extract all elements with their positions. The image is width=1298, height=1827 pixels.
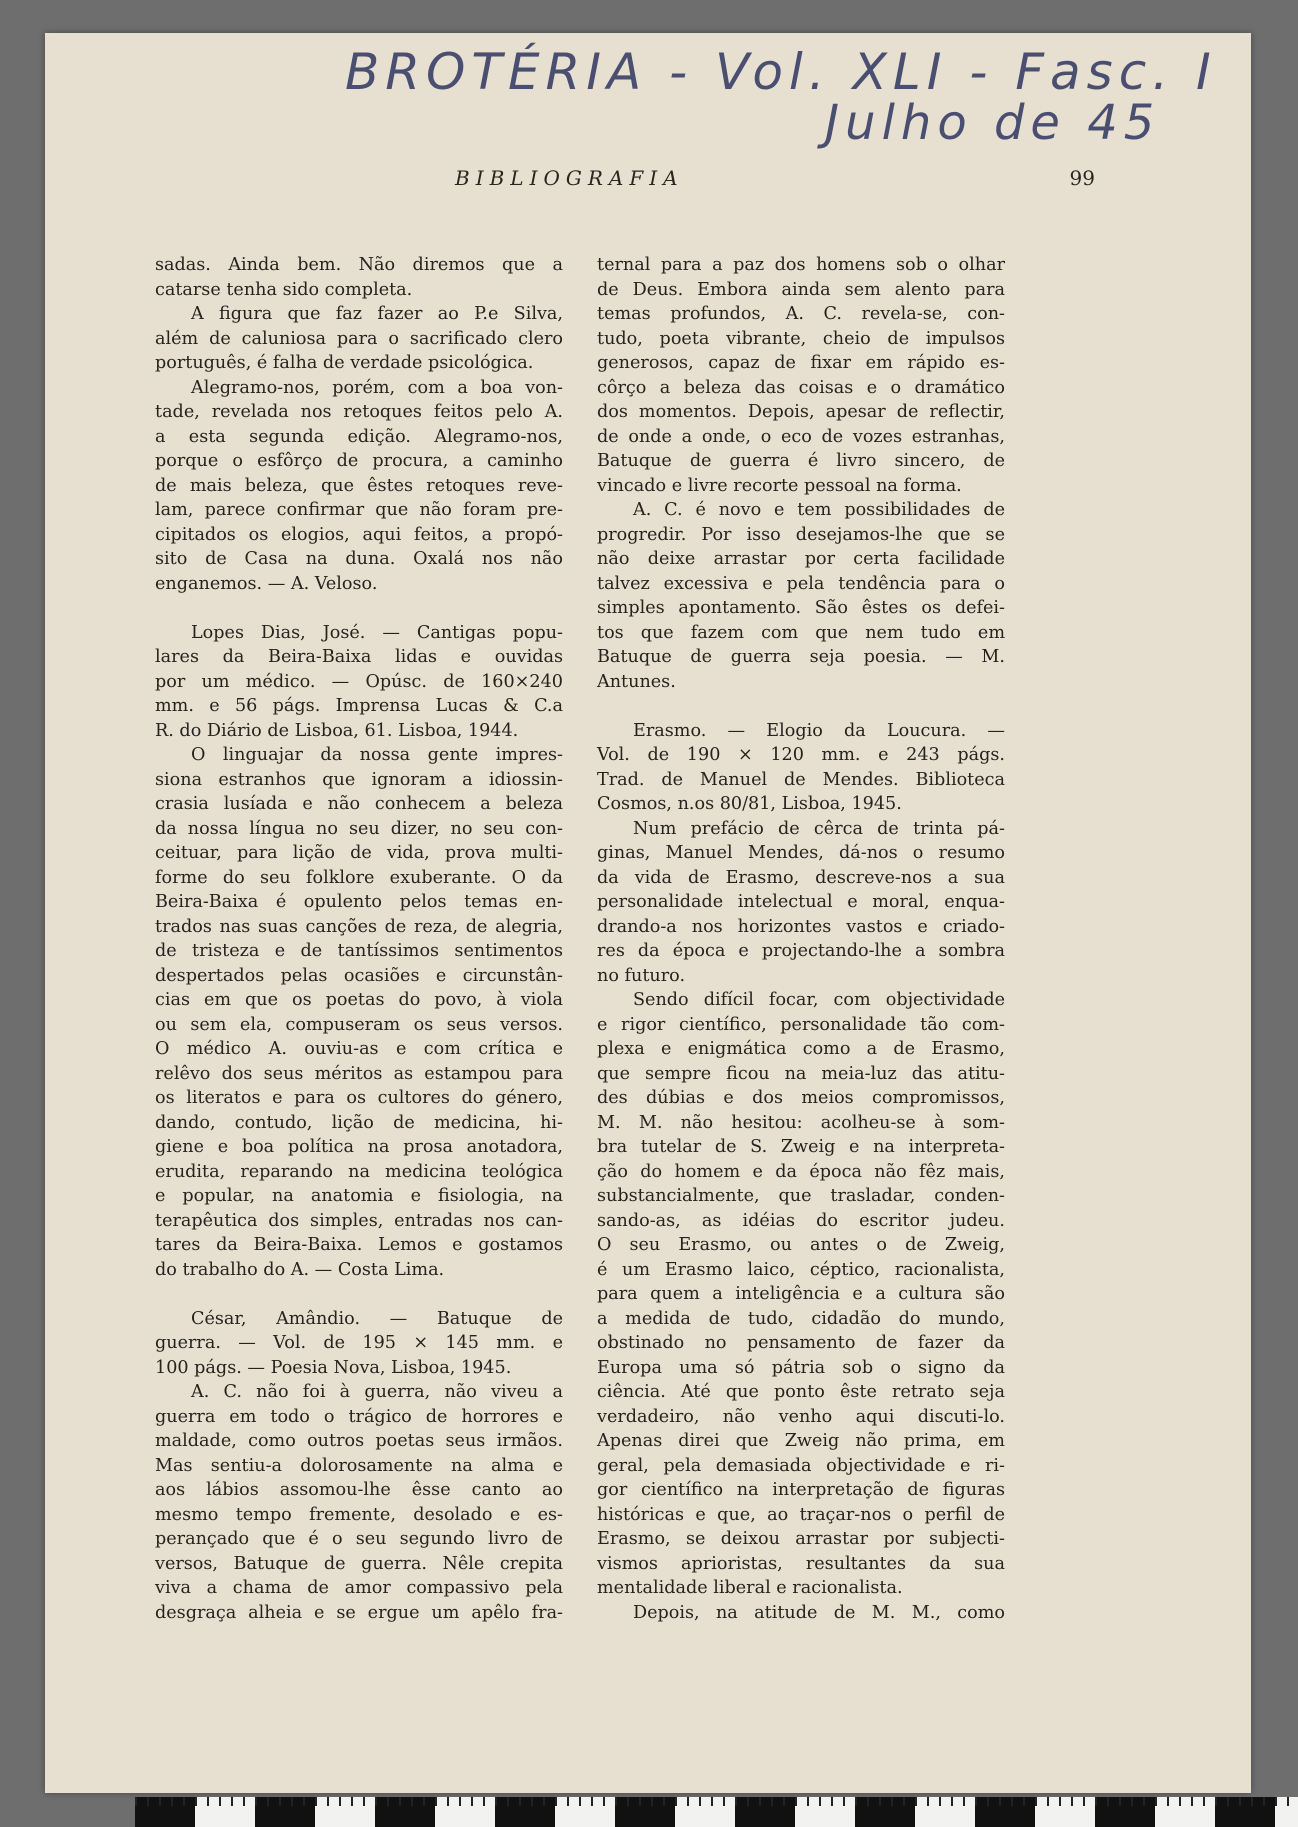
text-line: tares da Beira-Baixa. Lemos e gostamos xyxy=(155,1235,563,1255)
text-line: A figura que faz fazer ao P.e Silva, xyxy=(191,304,563,324)
text-line: catarse tenha sido completa. xyxy=(155,279,413,300)
text-line: geral, pela demasiada objectividade e ri- xyxy=(597,1455,1005,1476)
text-line: verdadeiro, não venho aqui discuti-lo. xyxy=(597,1406,1005,1427)
text-line: Depois, na atitude de M. M., como xyxy=(633,1602,1005,1623)
handwritten-annotation-title: BROTÉRIA - Vol. XLI - Fasc. I xyxy=(345,43,1217,101)
text-line: enganemos. — A. Veloso. xyxy=(155,573,378,594)
text-line: que sempre ficou na meia-luz das atitu- xyxy=(597,1063,1005,1084)
text-line: generosos, capaz de fixar em rápido es- xyxy=(597,353,1005,373)
text-line: talvez excessiva e pela tendência para o xyxy=(597,573,1005,594)
text-line: de Deus. Embora ainda sem alento para xyxy=(597,279,1005,300)
text-line: sito de Casa na duna. Oxalá nos não xyxy=(155,549,563,569)
text-line: Vol. de 190 × 120 mm. e 243 págs. xyxy=(597,745,1005,765)
text-line: Erasmo. — Elogio da Loucura. — xyxy=(633,720,1005,741)
text-line: viva a chama de amor compassivo pela xyxy=(155,1578,563,1598)
text-line: de onde a onde, o eco de vozes estranhas, xyxy=(597,426,1005,447)
text-line: temas profundos, A. C. revela-se, con- xyxy=(597,304,1005,324)
text-line: M. M. não hesitou: acolheu-se à som- xyxy=(597,1112,1005,1133)
text-line: progredir. Por isso desejamos-lhe que se xyxy=(597,524,1005,545)
text-line: mesmo tempo fremente, desolado e es- xyxy=(155,1504,563,1525)
text-line: Lopes Dias, José. — Cantigas popu- xyxy=(191,622,563,643)
text-line: A. C. não foi à guerra, não viveu a xyxy=(191,1382,563,1402)
text-line: simples apontamento. São êstes os defei- xyxy=(597,598,1005,618)
text-line: porque o esfôrço de procura, a caminho xyxy=(155,451,563,471)
text-line: Antunes. xyxy=(597,671,676,692)
document-page xyxy=(45,33,1251,1793)
text-line: cias em que os poetas do povo, à viola xyxy=(155,990,563,1010)
text-line: Apenas direi que Zweig não prima, em xyxy=(597,1431,1005,1451)
text-line: aos lábios assomou-lhe êsse canto ao xyxy=(155,1480,563,1500)
text-line: ou sem ela, compuseram os seus versos. xyxy=(155,1014,563,1035)
text-line: os literatos e para os cultores do género, xyxy=(155,1088,563,1108)
text-line: Num prefácio de cêrca de trinta pá- xyxy=(633,818,1005,839)
text-line: da nossa língua no seu dizer, no seu con- xyxy=(155,818,563,839)
text-line: côrço a beleza das coisas e o dramático xyxy=(597,377,1005,398)
text-line: O seu Erasmo, ou antes o de Zweig, xyxy=(597,1235,1005,1255)
paragraph-gap xyxy=(155,596,563,621)
left-text-column xyxy=(155,253,563,1625)
text-line: ção do homem e da época não fêz mais, xyxy=(597,1161,1005,1182)
paragraph-gap xyxy=(155,1282,563,1307)
text-line: e popular, na anatomia e fisiologia, na xyxy=(155,1186,563,1206)
text-line: ginas, Manuel Mendes, dá-nos o resumo xyxy=(597,843,1005,863)
handwritten-annotation-date: Julho de 45 xyxy=(825,95,1161,151)
text-line: a medida de tudo, cidadão do mundo, xyxy=(597,1308,1005,1329)
text-line: lam, parece confirmar que não foram pre- xyxy=(155,500,563,520)
text-line: mentalidade liberal e racionalista. xyxy=(597,1578,903,1598)
text-line: para quem a inteligência e a cultura são xyxy=(597,1284,1005,1304)
text-line: Sendo difícil focar, com objectividade xyxy=(633,990,1005,1010)
text-line: forme do seu folklore exuberante. O da xyxy=(155,867,563,888)
text-line: além de caluniosa para o sacrificado clero xyxy=(155,328,563,349)
text-line: despertados pelas ocasiões e circunstân- xyxy=(155,965,563,986)
right-text-column xyxy=(597,253,1005,1625)
text-line: de tristeza e de tantíssimos sentimentos xyxy=(155,941,563,961)
text-line: ceituar, para lição de vida, prova multi- xyxy=(155,843,563,863)
scale-ruler xyxy=(135,1797,1298,1827)
text-line: não deixe arrastar por certa facilidade xyxy=(597,549,1005,569)
text-line: O médico A. ouviu-as e com crítica e xyxy=(155,1039,563,1059)
text-line: guerra. — Vol. de 195 × 145 mm. e xyxy=(155,1333,563,1353)
text-line: substancialmente, que trasladar, conden- xyxy=(597,1186,1005,1206)
text-line: guerra em todo o trágico de horrores e xyxy=(155,1406,563,1427)
text-line: obstinado no pensamento de fazer da xyxy=(597,1333,1005,1353)
text-line: e rigor científico, personalidade tão com- xyxy=(597,1014,1005,1035)
text-line: dando, contudo, lição de medicina, hi- xyxy=(155,1112,563,1133)
text-line: cipitados os elogios, aqui feitos, a propó- xyxy=(155,524,563,545)
text-line: de mais beleza, que êstes retoques reve- xyxy=(155,475,563,496)
text-line: sadas. Ainda bem. Não diremos que a xyxy=(155,255,563,275)
text-line: sando-as, as idéias do escritor judeu. xyxy=(597,1210,1005,1231)
page-number: 99 xyxy=(1069,166,1095,190)
text-line: A. C. é novo e tem possibilidades de xyxy=(633,500,1005,520)
page-header xyxy=(455,166,1095,190)
section-title: BIBLIOGRAFIA xyxy=(455,166,684,190)
text-line: perançado que é o seu segundo livro de xyxy=(155,1529,563,1549)
text-line: plexa e enigmática como a de Erasmo, xyxy=(597,1039,1005,1059)
text-line: lares da Beira-Baixa lidas e ouvidas xyxy=(155,647,563,667)
text-line: Batuque de guerra seja poesia. — M. xyxy=(597,647,1005,667)
text-line: 100 págs. — Poesia Nova, Lisboa, 1945. xyxy=(155,1357,512,1378)
text-line: maldade, como outros poetas seus irmãos. xyxy=(155,1431,563,1451)
text-line: históricas e que, ao traçar-nos o perfil de xyxy=(597,1504,1005,1525)
text-line: mm. e 56 págs. Imprensa Lucas & C.a xyxy=(155,696,563,716)
text-line: do trabalho do A. — Costa Lima. xyxy=(155,1259,445,1280)
paragraph-gap xyxy=(597,694,1005,719)
text-line: O linguajar da nossa gente impres- xyxy=(191,745,563,765)
text-line: crasia lusíada e não conhecem a beleza xyxy=(155,794,563,814)
text-line: trados nas suas canções de reza, de alegria, xyxy=(155,916,563,937)
text-line: Mas sentiu-a dolorosamente na alma e xyxy=(155,1455,563,1476)
text-line: versos, Batuque de guerra. Nêle crepita xyxy=(155,1553,563,1574)
text-line: tos que fazem com que nem tudo em xyxy=(597,622,1005,643)
text-line: da vida de Erasmo, descreve-nos a sua xyxy=(597,867,1005,888)
text-line: des dúbias e dos meios compromissos, xyxy=(597,1088,1005,1108)
text-line: português, é falha de verdade psicológica. xyxy=(155,353,534,373)
text-line: Trad. de Manuel de Mendes. Biblioteca xyxy=(597,769,1005,790)
text-line: vincado e livre recorte pessoal na forma. xyxy=(597,475,962,496)
text-line: Europa uma só pátria sob o signo da xyxy=(597,1357,1005,1378)
text-line: Erasmo, se deixou arrastar por subjecti- xyxy=(597,1529,1005,1549)
text-line: Alegramo-nos, porém, com a boa von- xyxy=(191,377,563,398)
text-line: giene e boa política na prosa anotadora, xyxy=(155,1137,563,1157)
text-line: César, Amândio. — Batuque de xyxy=(191,1308,563,1329)
text-line: personalidade intelectual e moral, enqua- xyxy=(597,892,1005,912)
text-line: relêvo dos seus méritos as estampou para xyxy=(155,1063,563,1084)
text-line: Cosmos, n.os 80/81, Lisboa, 1945. xyxy=(597,794,902,814)
text-line: terapêutica dos simples, entradas nos can- xyxy=(155,1210,563,1231)
text-line: gor científico na interpretação de figuras xyxy=(597,1480,1005,1500)
text-line: Batuque de guerra é livro sincero, de xyxy=(597,451,1005,471)
text-line: tudo, poeta vibrante, cheio de impulsos xyxy=(597,328,1005,349)
text-line: desgraça alheia e se ergue um apêlo fra- xyxy=(155,1602,563,1623)
text-line: Beira-Baixa é opulento pelos temas en- xyxy=(155,892,563,912)
text-line: no futuro. xyxy=(597,965,686,986)
text-line: R. do Diário de Lisboa, 61. Lisboa, 1944. xyxy=(155,720,519,741)
text-line: dos momentos. Depois, apesar de reflectir, xyxy=(597,402,1005,422)
text-line: ciência. Até que ponto êste retrato seja xyxy=(597,1382,1005,1402)
text-line: a esta segunda edição. Alegramo-nos, xyxy=(155,426,563,447)
text-line: erudita, reparando na medicina teológica xyxy=(155,1161,563,1182)
text-line: por um médico. — Opúsc. de 160×240 xyxy=(155,671,563,692)
text-line: res da época e projectando-lhe a sombra xyxy=(597,941,1005,961)
text-line: drando-a nos horizontes vastos e criado- xyxy=(597,916,1005,937)
text-line: vismos aprioristas, resultantes da sua xyxy=(597,1553,1005,1574)
text-line: siona estranhos que ignoram a idiossin- xyxy=(155,769,563,790)
text-line: ternal para a paz dos homens sob o olhar xyxy=(597,255,1005,275)
text-line: bra tutelar de S. Zweig e na interpreta- xyxy=(597,1137,1005,1157)
text-line: é um Erasmo laico, céptico, racionalista, xyxy=(597,1259,1005,1280)
text-line: tade, revelada nos retoques feitos pelo A. xyxy=(155,402,563,422)
